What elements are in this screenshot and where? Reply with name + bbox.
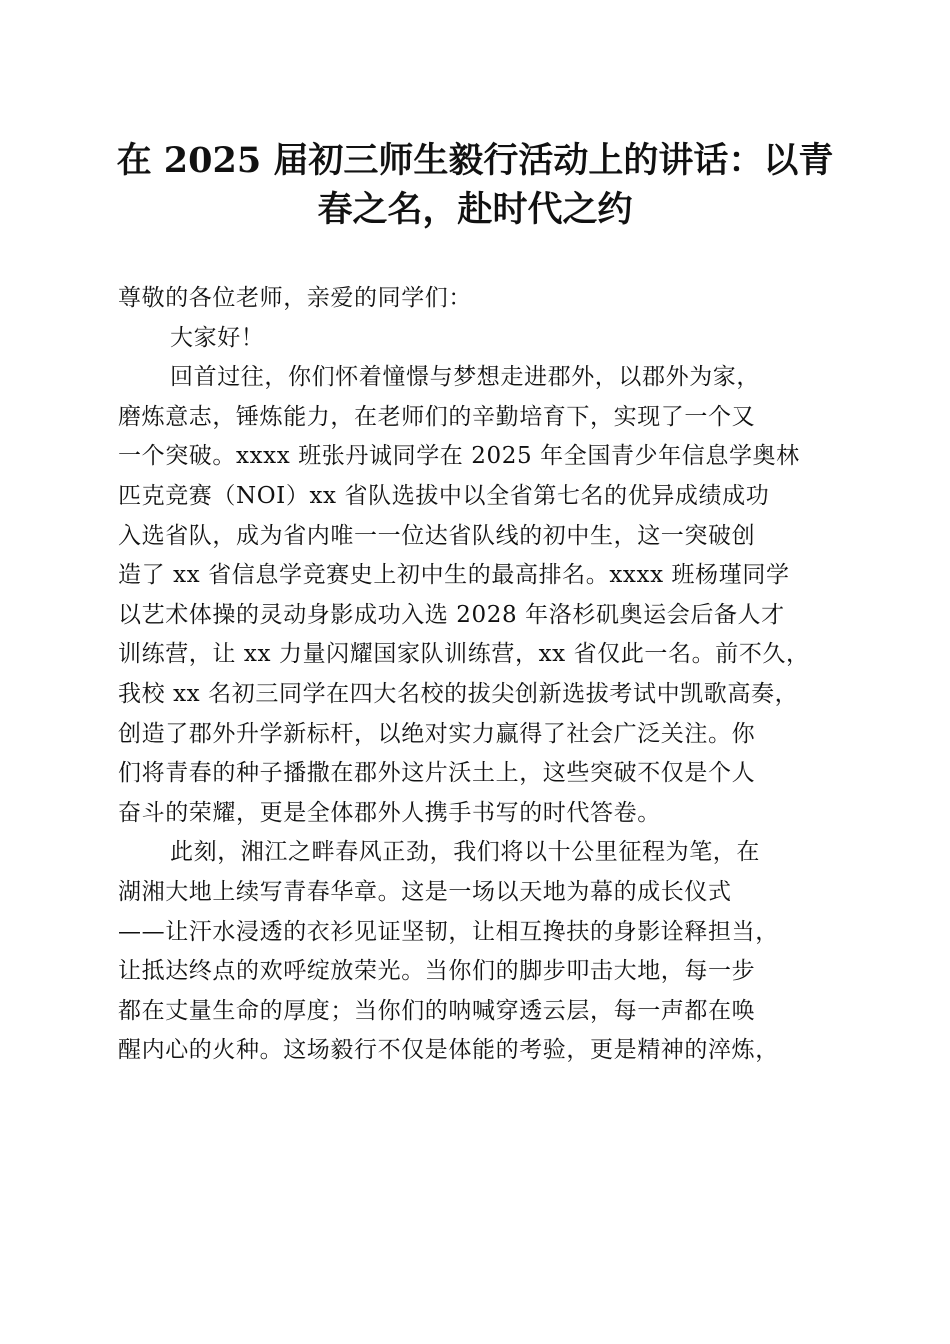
- salutation: 尊敬的各位老师，亲爱的同学们：: [118, 285, 472, 311]
- paragraph-line: 磨炼意志，锤炼能力，在老师们的辛勤培育下，实现了一个又: [118, 403, 756, 430]
- paragraph-1: [118, 358, 836, 833]
- paragraph-line: 以艺术体操的灵动身影成功入选 2028 年洛杉矶奥运会后备人才: [118, 601, 785, 628]
- paragraph-2: [118, 833, 836, 1071]
- paragraph-line: 们将青春的种子播撒在郡外这片沃土上，这些突破不仅是个人: [118, 760, 756, 787]
- paragraph-line: 一个突破。xxxx 班张丹诚同学在 2025 年全国青少年信息学奥林: [118, 443, 800, 470]
- paragraph-line: ——让汗水浸透的衣衫见证坚韧，让相互搀扶的身影诠释担当，: [118, 918, 779, 945]
- paragraph-line: 创造了郡外升学新标杆，以绝对实力赢得了社会广泛关注。你: [118, 720, 756, 747]
- paragraph-line: 造了 xx 省信息学竞赛史上初中生的最高排名。xxxx 班杨瑾同学: [118, 562, 790, 589]
- paragraph-line: 训练营，让 xx 力量闪耀国家队训练营，xx 省仅此一名。前不久，: [118, 641, 810, 668]
- paragraph-line: 此刻，湘江之畔春风正劲，我们将以十公里征程为笔，在: [170, 839, 760, 866]
- paragraph-line: 让抵达终点的欢呼绽放荣光。当你们的脚步叩击大地，每一步: [118, 958, 756, 985]
- document-title: [110, 136, 840, 234]
- paragraph-line: 奋斗的荣耀，更是全体郡外人携手书写的时代答卷。: [118, 799, 661, 826]
- document-body: [118, 279, 836, 1071]
- title-line: 春之名，赴时代之约: [317, 189, 633, 230]
- paragraph-line: 入选省队，成为省内唯一一位达省队线的初中生，这一突破创: [118, 522, 756, 549]
- greeting: 大家好！: [170, 324, 265, 351]
- paragraph-line: 湖湘大地上续写青春华章。这是一场以天地为幕的成长仪式: [118, 878, 732, 905]
- paragraph-line: 回首过往，你们怀着憧憬与梦想走进郡外，以郡外为家，: [170, 364, 760, 391]
- paragraph-line: 都在丈量生命的厚度；当你们的呐喊穿透云层，每一声都在唤: [118, 997, 756, 1024]
- title-line: 在 2025 届初三师生毅行活动上的讲话：以青: [116, 140, 834, 181]
- paragraph-line: 我校 xx 名初三同学在四大名校的拔尖创新选拔考试中凯歌高奏，: [118, 680, 799, 707]
- paragraph-line: 匹克竞赛（NOI）xx 省队选拔中以全省第七名的优异成绩成功: [118, 482, 770, 509]
- paragraph-line: 醒内心的火种。这场毅行不仅是体能的考验，更是精神的淬炼，: [118, 1037, 779, 1064]
